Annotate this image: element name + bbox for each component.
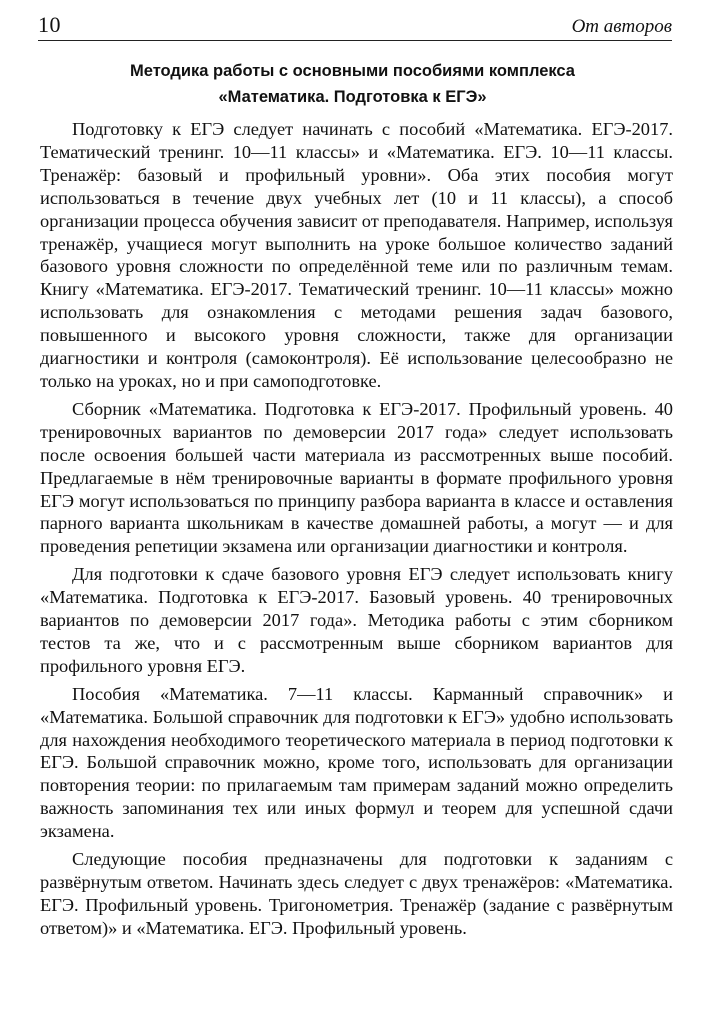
section-heading <box>40 58 665 110</box>
paragraph-1: Подготовку к ЕГЭ следует начинать с пособий «Математика. ЕГЭ-2017. Тематический тренинг. 10—11 классы» и «Математика. ЕГЭ. 10—11 классы. Тренажёр: базовый и профильный уровни». Оба этих пособия могут использоваться в течение двух учебных лет (10 и 11 классы), а способ организации процесса обучения зависит от преподавателя. Например, используя тренажёр, учащиеся могут выполнить на уроке большое количество заданий базового уровня сложности по определённой теме или по различным темам. Книгу «Математика. ЕГЭ-2017. Тематический тренинг. 10—11 классы» можно использовать для ознакомления с методами решения задач базового, повышенного и высокого уровня сложности, также для организации диагностики и контроля (самоконтроля). Её использование целесообразно не только на уроках, но и при самоподготовке. <box>40 119 673 391</box>
paragraph-5: Следующие пособия предназначены для подготовки к заданиям с развёрнутым ответом. Начинать здесь следует с двух тренажёров: «Математика. ЕГЭ. Профильный уровень. Тригонометрия. Тренажёр (задание с развёрнутым ответом)» и «Математика. ЕГЭ. Профильный уровень. <box>40 849 673 938</box>
page-number: 10 <box>38 12 61 37</box>
paragraph-2: Сборник «Математика. Подготовка к ЕГЭ-2017. Профильный уровень. 40 тренировочных вариантов по демоверсии 2017 года» следует использовать после освоения большей части материала из рассмотренных выше пособий. Предлагаемые в нём тренировочные варианты в формате профильного уровня ЕГЭ могут использоваться по принципу разбора варианта в классе и оставления парного варианта школьникам в качестве домашней работы, а могут — и для проведения репетиции экзамена или организации диагностики и контроля. <box>40 398 673 557</box>
body-text <box>40 118 673 945</box>
section-heading-line-2: «Математика. Подготовка к ЕГЭ» <box>218 88 487 106</box>
running-head <box>38 10 672 41</box>
paragraph-4: Пособия «Математика. 7—11 классы. Карманный справочник» и «Математика. Большой справочник для подготовки к ЕГЭ» удобно использовать для нахождения необходимого теоретического материала в период подготовки к ЕГЭ. Большой справочник можно, кроме того, использовать для организации повторения теории: по прилагаемым там примерам заданий можно определить важность запоминания тех или иных формул и теорем для успешной сдачи экзамена. <box>40 683 673 842</box>
paragraph-3: Для подготовки к сдаче базового уровня ЕГЭ следует использовать книгу «Математика. Подготовка к ЕГЭ-2017. Базовый уровень. 40 тренировочных вариантов по демоверсии 2017 года». Методика работы с этим сборником тестов та же, что и с рассмотренным выше сборником вариантов для профильного уровня ЕГЭ. <box>40 564 673 676</box>
section-heading-line-1: Методика работы с основными пособиями комплекса <box>129 62 575 80</box>
running-title: От авторов <box>571 16 672 37</box>
